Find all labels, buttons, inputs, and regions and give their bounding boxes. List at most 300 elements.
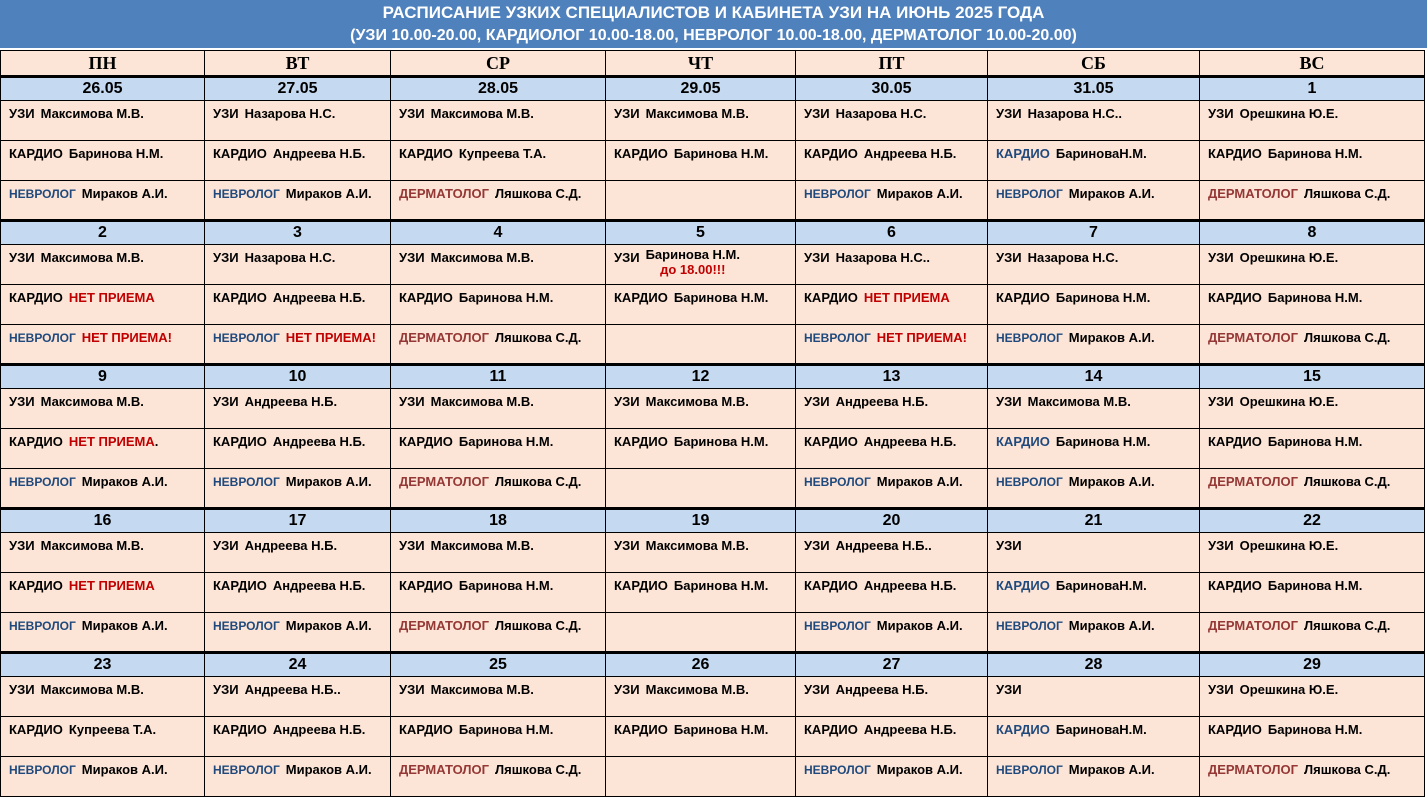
doctor-name: Андреева Н.Б.. <box>835 538 932 553</box>
doctor-name: Мираков А.И. <box>1068 330 1155 345</box>
date-row <box>1 221 1425 245</box>
schedule-cell <box>1200 101 1425 141</box>
specialty-label: КАРДИО <box>213 290 267 305</box>
schedule-cell <box>1 677 205 717</box>
schedule-cell <box>796 573 988 613</box>
doctor-name: Баринова Н.М. <box>1267 434 1363 449</box>
schedule-cell <box>796 101 988 141</box>
schedule-cell <box>1 389 205 429</box>
doctor-name: Максимова М.В. <box>40 394 144 409</box>
specialty-label: НЕВРОЛОГ <box>996 619 1063 633</box>
schedule-cell <box>1 285 205 325</box>
date-cell: 12 <box>606 365 796 389</box>
doctor-name: Ляшкова С.Д. <box>495 762 582 777</box>
specialty-label: КАРДИО <box>9 290 63 305</box>
date-cell: 7 <box>988 221 1200 245</box>
date-cell: 8 <box>1200 221 1425 245</box>
date-cell: 15 <box>1200 365 1425 389</box>
schedule-cell <box>988 757 1200 797</box>
date-row <box>1 509 1425 533</box>
date-cell: 6 <box>796 221 988 245</box>
specialty-label: УЗИ <box>1208 250 1234 265</box>
schedule-cell <box>205 533 391 573</box>
date-cell: 26 <box>606 653 796 677</box>
specialty-label: КАРДИО <box>996 434 1050 449</box>
specialty-label: КАРДИО <box>996 290 1050 305</box>
date-cell: 26.05 <box>1 77 205 101</box>
schedule-cell <box>205 613 391 653</box>
doctor-name: Баринова Н.М. <box>68 146 164 161</box>
schedule-cell <box>391 429 606 469</box>
doctor-name: Ляшкова С.Д. <box>1304 762 1391 777</box>
specialty-label: КАРДИО <box>399 290 453 305</box>
schedule-cell <box>988 613 1200 653</box>
specialty-label: КАРДИО <box>804 290 858 305</box>
specialty-label: КАРДИО <box>1208 722 1262 737</box>
doctor-name: Мираков А.И. <box>876 474 963 489</box>
doctor-name: Андреева Н.Б. <box>863 722 957 737</box>
date-cell: 9 <box>1 365 205 389</box>
specialty-label: УЗИ <box>399 682 425 697</box>
schedule-cell <box>205 429 391 469</box>
specialty-label: УЗИ <box>614 682 640 697</box>
specialty-label: НЕВРОЛОГ <box>804 187 871 201</box>
schedule-cell <box>391 613 606 653</box>
schedule-cell <box>205 181 391 221</box>
doctor-name: Мираков А.И. <box>81 474 168 489</box>
schedule-cell <box>391 533 606 573</box>
schedule-cell <box>606 469 796 509</box>
schedule-cell <box>205 469 391 509</box>
specialty-label: НЕВРОЛОГ <box>9 331 76 345</box>
schedule-cell <box>606 429 796 469</box>
schedule-cell <box>606 325 796 365</box>
schedule-header <box>0 0 1427 48</box>
specialty-label: КАРДИО <box>996 146 1050 161</box>
specialty-label: КАРДИО <box>9 434 63 449</box>
schedule-cell <box>391 717 606 757</box>
schedule-cell <box>391 285 606 325</box>
doctor-name: Мираков А.И. <box>285 618 372 633</box>
doctor-name: Максимова М.В. <box>430 250 534 265</box>
specialty-label: КАРДИО <box>804 578 858 593</box>
doctor-name: Назарова Н.С. <box>244 106 336 121</box>
schedule-cell <box>988 325 1200 365</box>
doctor-name: Андреева Н.Б. <box>272 722 366 737</box>
doctor-name: Ляшкова С.Д. <box>495 474 582 489</box>
specialty-label: НЕВРОЛОГ <box>213 763 280 777</box>
doctor-name: Баринова Н.М. <box>673 146 769 161</box>
schedule-cell <box>1 533 205 573</box>
schedule-cell <box>796 717 988 757</box>
doctor-name: Ляшкова С.Д. <box>495 618 582 633</box>
doctor-name: Максимова М.В. <box>1027 394 1131 409</box>
schedule-cell <box>1 717 205 757</box>
schedule-cell <box>1 325 205 365</box>
schedule-row <box>1 469 1425 509</box>
specialty-label: КАРДИО <box>614 578 668 593</box>
date-cell: 2 <box>1 221 205 245</box>
doctor-name: БариноваН.М. <box>1055 146 1147 161</box>
date-cell: 27 <box>796 653 988 677</box>
doctor-name: Андреева Н.Б. <box>272 290 366 305</box>
doctor-name: Андреева Н.Б. <box>863 578 957 593</box>
specialty-label: КАРДИО <box>614 434 668 449</box>
specialty-label: КАРДИО <box>1208 434 1262 449</box>
schedule-cell <box>1 613 205 653</box>
schedule-cell <box>205 389 391 429</box>
schedule-cell <box>205 757 391 797</box>
doctor-name: Баринова Н.М. <box>673 434 769 449</box>
schedule-cell <box>1200 757 1425 797</box>
date-row <box>1 653 1425 677</box>
doctor-name: Купреева Т.А. <box>68 722 157 737</box>
schedule-cell <box>606 757 796 797</box>
doctor-name: Баринова Н.М. <box>645 247 740 262</box>
schedule-row <box>1 181 1425 221</box>
doctor-name: Мираков А.И. <box>285 762 372 777</box>
schedule-cell <box>796 429 988 469</box>
date-cell: 3 <box>205 221 391 245</box>
specialty-label: УЗИ <box>399 538 425 553</box>
schedule-cell <box>391 389 606 429</box>
doctor-name: Андреева Н.Б. <box>244 394 338 409</box>
schedule-cell <box>796 677 988 717</box>
specialty-label: УЗИ <box>804 106 830 121</box>
specialty-label: КАРДИО <box>9 722 63 737</box>
schedule-cell <box>988 389 1200 429</box>
schedule-cell <box>1200 325 1425 365</box>
schedule-cell <box>796 245 988 285</box>
schedule-cell <box>796 141 988 181</box>
specialty-label: УЗИ <box>9 106 35 121</box>
schedule-row <box>1 573 1425 613</box>
schedule-row <box>1 677 1425 717</box>
schedule-cell <box>1200 533 1425 573</box>
specialty-label: УЗИ <box>996 394 1022 409</box>
specialty-label: УЗИ <box>614 394 640 409</box>
schedule-cell <box>988 469 1200 509</box>
schedule-cell <box>391 757 606 797</box>
doctor-name: Ляшкова С.Д. <box>1304 330 1391 345</box>
doctor-name: Андреева Н.Б. <box>272 578 366 593</box>
doctor-name: Максимова М.В. <box>40 250 144 265</box>
schedule-cell <box>1 573 205 613</box>
doctor-name: Назарова Н.С. <box>244 250 336 265</box>
doctor-name: Андреева Н.Б. <box>244 538 338 553</box>
doctor-name: Максимова М.В. <box>430 394 534 409</box>
specialty-label: КАРДИО <box>804 434 858 449</box>
doctor-name: Мираков А.И. <box>285 474 372 489</box>
doctor-name: Андреева Н.Б.. <box>244 682 341 697</box>
specialty-label: УЗИ <box>1208 106 1234 121</box>
schedule-cell <box>391 141 606 181</box>
schedule-cell <box>1200 389 1425 429</box>
schedule-cell <box>205 245 391 285</box>
schedule-row <box>1 757 1425 797</box>
schedule-row <box>1 325 1425 365</box>
schedule-cell <box>606 717 796 757</box>
doctor-name: Андреева Н.Б. <box>835 394 929 409</box>
doctor-name: Ляшкова С.Д. <box>1304 618 1391 633</box>
schedule-cell <box>988 101 1200 141</box>
schedule-table <box>0 50 1425 797</box>
date-cell: 25 <box>391 653 606 677</box>
specialty-label: ДЕРМАТОЛОГ <box>1208 762 1299 777</box>
no-reception-label: НЕТ ПРИЕМА <box>863 290 950 305</box>
doctor-name: Мираков А.И. <box>876 186 963 201</box>
schedule-row <box>1 141 1425 181</box>
specialty-label: НЕВРОЛОГ <box>804 619 871 633</box>
doctor-name: Андреева Н.Б. <box>863 146 957 161</box>
dow-cell: ВС <box>1200 51 1425 77</box>
specialty-label: КАРДИО <box>9 578 63 593</box>
schedule-cell <box>1200 469 1425 509</box>
schedule-row <box>1 533 1425 573</box>
date-cell: 22 <box>1200 509 1425 533</box>
specialty-label: УЗИ <box>9 394 35 409</box>
schedule-cell <box>988 285 1200 325</box>
specialty-label: НЕВРОЛОГ <box>213 475 280 489</box>
schedule-cell <box>205 141 391 181</box>
schedule-row <box>1 101 1425 141</box>
specialty-label: НЕВРОЛОГ <box>996 331 1063 345</box>
doctor-name: Мираков А.И. <box>1068 474 1155 489</box>
specialty-label: УЗИ <box>399 394 425 409</box>
schedule-cell <box>988 181 1200 221</box>
specialty-label: НЕВРОЛОГ <box>9 475 76 489</box>
doctor-name: Баринова Н.М. <box>1267 722 1363 737</box>
doctor-name: Андреева Н.Б. <box>863 434 957 449</box>
doctor-name: Мираков А.И. <box>81 762 168 777</box>
doctor-name: Максимова М.В. <box>645 682 749 697</box>
doctor-name: Ляшкова С.Д. <box>495 186 582 201</box>
doctor-name: Максимова М.В. <box>645 394 749 409</box>
doctor-name: Назарова Н.С.. <box>1027 106 1123 121</box>
date-cell: 19 <box>606 509 796 533</box>
doctor-name: Мираков А.И. <box>1068 762 1155 777</box>
date-cell: 31.05 <box>988 77 1200 101</box>
doctor-name: Орешкина Ю.Е. <box>1239 538 1339 553</box>
schedule-cell <box>1200 429 1425 469</box>
specialty-label: КАРДИО <box>213 146 267 161</box>
doctor-name: Баринова Н.М. <box>1267 578 1363 593</box>
specialty-label: УЗИ <box>804 394 830 409</box>
date-cell: 17 <box>205 509 391 533</box>
date-cell: 1 <box>1200 77 1425 101</box>
specialty-label: НЕВРОЛОГ <box>213 187 280 201</box>
specialty-label: УЗИ <box>213 394 239 409</box>
specialty-label: УЗИ <box>213 250 239 265</box>
schedule-cell <box>391 573 606 613</box>
doctor-name: Орешкина Ю.Е. <box>1239 106 1339 121</box>
specialty-label: УЗИ <box>804 250 830 265</box>
specialty-label: УЗИ <box>996 538 1022 553</box>
doctor-name: Ляшкова С.Д. <box>495 330 582 345</box>
doctor-name: Мираков А.И. <box>1068 186 1155 201</box>
specialty-label: ДЕРМАТОЛОГ <box>399 474 490 489</box>
specialty-label: ДЕРМАТОЛОГ <box>399 186 490 201</box>
doctor-name: Мираков А.И. <box>81 186 168 201</box>
dow-cell: ПТ <box>796 51 988 77</box>
schedule-cell <box>391 181 606 221</box>
doctor-name: Назарова Н.С. <box>835 106 927 121</box>
doctor-with-note <box>646 247 740 277</box>
specialty-label: КАРДИО <box>9 146 63 161</box>
date-cell: 10 <box>205 365 391 389</box>
specialty-label: УЗИ <box>614 538 640 553</box>
date-cell: 18 <box>391 509 606 533</box>
specialty-label: КАРДИО <box>1208 290 1262 305</box>
specialty-label: КАРДИО <box>213 722 267 737</box>
specialty-label: УЗИ <box>9 250 35 265</box>
schedule-cell <box>391 325 606 365</box>
schedule-row <box>1 245 1425 285</box>
schedule-cell <box>606 181 796 221</box>
specialty-label: КАРДИО <box>213 578 267 593</box>
schedule-cell <box>205 101 391 141</box>
schedule-cell <box>205 717 391 757</box>
schedule-row <box>1 429 1425 469</box>
schedule-cell <box>606 677 796 717</box>
schedule-cell <box>988 245 1200 285</box>
schedule-cell <box>1 141 205 181</box>
doctor-name: Андреева Н.Б. <box>272 434 366 449</box>
schedule-cell <box>606 389 796 429</box>
schedule-cell <box>606 285 796 325</box>
doctor-name: Баринова Н.М. <box>673 578 769 593</box>
schedule-cell <box>988 429 1200 469</box>
schedule-cell <box>988 141 1200 181</box>
schedule-cell <box>1 757 205 797</box>
specialty-label: ДЕРМАТОЛОГ <box>399 762 490 777</box>
schedule-cell <box>205 325 391 365</box>
doctor-suffix: . <box>154 434 159 449</box>
specialty-label: УЗИ <box>1208 394 1234 409</box>
doctor-name: Баринова Н.М. <box>458 434 554 449</box>
schedule-cell <box>796 181 988 221</box>
date-cell: 29 <box>1200 653 1425 677</box>
date-cell: 29.05 <box>606 77 796 101</box>
doctor-name: Максимова М.В. <box>430 538 534 553</box>
doctor-name: Максимова М.В. <box>40 682 144 697</box>
specialty-label: УЗИ <box>996 250 1022 265</box>
specialty-label: УЗИ <box>614 106 640 121</box>
specialty-label: ДЕРМАТОЛОГ <box>1208 474 1299 489</box>
specialty-label: УЗИ <box>9 682 35 697</box>
specialty-label: КАРДИО <box>996 578 1050 593</box>
specialty-label: КАРДИО <box>996 722 1050 737</box>
specialty-label: КАРДИО <box>399 146 453 161</box>
specialty-label: КАРДИО <box>614 722 668 737</box>
doctor-name: Максимова М.В. <box>430 106 534 121</box>
specialty-label: КАРДИО <box>1208 146 1262 161</box>
schedule-cell <box>1 101 205 141</box>
dow-cell: ПН <box>1 51 205 77</box>
specialty-label: НЕВРОЛОГ <box>804 763 871 777</box>
time-note: до 18.00!!! <box>660 262 726 277</box>
specialty-label: УЗИ <box>996 106 1022 121</box>
schedule-row <box>1 717 1425 757</box>
no-reception-label: НЕТ ПРИЕМА <box>68 578 155 593</box>
doctor-name: Максимова М.В. <box>645 106 749 121</box>
specialty-label: ДЕРМАТОЛОГ <box>1208 330 1299 345</box>
specialty-label: УЗИ <box>213 106 239 121</box>
doctor-name: Орешкина Ю.Е. <box>1239 394 1339 409</box>
schedule-cell <box>205 573 391 613</box>
schedule-subtitle: (УЗИ 10.00-20.00, КАРДИОЛОГ 10.00-18.00, НЕВРОЛОГ 10.00-18.00, ДЕРМАТОЛОГ 10.00-20.00) <box>350 27 1077 44</box>
date-cell: 13 <box>796 365 988 389</box>
doctor-name: Назарова Н.С. <box>1027 250 1119 265</box>
specialty-label: КАРДИО <box>804 146 858 161</box>
no-reception-label: НЕТ ПРИЕМА <box>68 434 155 449</box>
date-row <box>1 365 1425 389</box>
no-reception-label: НЕТ ПРИЕМА! <box>876 330 967 345</box>
specialty-label: ДЕРМАТОЛОГ <box>399 330 490 345</box>
schedule-cell <box>391 677 606 717</box>
date-cell: 28 <box>988 653 1200 677</box>
schedule-cell <box>1200 141 1425 181</box>
doctor-name: Андреева Н.Б. <box>272 146 366 161</box>
date-cell: 24 <box>205 653 391 677</box>
specialty-label: НЕВРОЛОГ <box>213 331 280 345</box>
schedule-cell <box>606 533 796 573</box>
schedule-cell <box>1200 573 1425 613</box>
specialty-label: НЕВРОЛОГ <box>9 763 76 777</box>
schedule-cell <box>205 285 391 325</box>
schedule-row <box>1 285 1425 325</box>
schedule-cell <box>391 245 606 285</box>
date-cell: 27.05 <box>205 77 391 101</box>
specialty-label: УЗИ <box>399 250 425 265</box>
schedule-cell <box>606 573 796 613</box>
date-cell: 21 <box>988 509 1200 533</box>
schedule-cell <box>1 181 205 221</box>
doctor-name: БариноваН.М. <box>1055 722 1147 737</box>
date-cell: 30.05 <box>796 77 988 101</box>
specialty-label: КАРДИО <box>399 722 453 737</box>
doctor-name: БариноваН.М. <box>1055 578 1147 593</box>
specialty-label: КАРДИО <box>804 722 858 737</box>
doctor-name: Баринова Н.М. <box>1267 146 1363 161</box>
specialty-label: НЕВРОЛОГ <box>9 619 76 633</box>
schedule-title: РАСПИСАНИЕ УЗКИХ СПЕЦИАЛИСТОВ И КАБИНЕТА УЗИ НА ИЮНЬ 2025 ГОДА <box>382 3 1045 22</box>
doctor-name: Баринова Н.М. <box>1055 434 1151 449</box>
no-reception-label: НЕТ ПРИЕМА <box>68 290 155 305</box>
specialty-label: УЗИ <box>399 106 425 121</box>
schedule-cell <box>606 101 796 141</box>
schedule-cell <box>391 101 606 141</box>
no-reception-label: НЕТ ПРИЕМА! <box>285 330 376 345</box>
schedule-cell <box>1200 181 1425 221</box>
specialty-label: НЕВРОЛОГ <box>804 475 871 489</box>
schedule-cell <box>988 533 1200 573</box>
doctor-name: Купреева Т.А. <box>458 146 547 161</box>
date-cell: 4 <box>391 221 606 245</box>
specialty-label: КАРДИО <box>213 434 267 449</box>
specialty-label: КАРДИО <box>399 434 453 449</box>
date-cell: 11 <box>391 365 606 389</box>
dow-cell: СБ <box>988 51 1200 77</box>
schedule-cell <box>606 613 796 653</box>
schedule-cell <box>796 285 988 325</box>
doctor-name: Максимова М.В. <box>40 106 144 121</box>
specialty-label: УЗИ <box>614 250 640 265</box>
specialty-label: УЗИ <box>213 682 239 697</box>
specialty-label: УЗИ <box>804 682 830 697</box>
no-reception-label: НЕТ ПРИЕМА! <box>81 330 172 345</box>
doctor-name: Баринова Н.М. <box>458 578 554 593</box>
